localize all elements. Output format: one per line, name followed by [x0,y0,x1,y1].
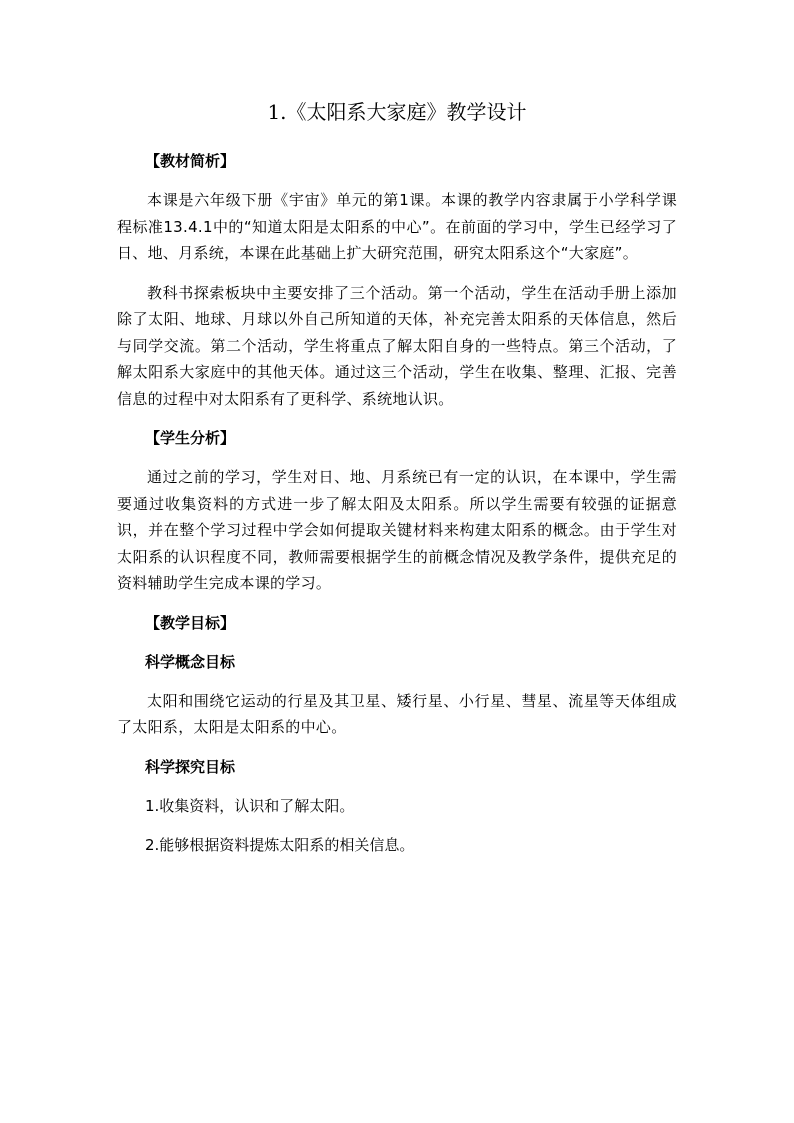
subheading-inquiry-goal: 科学探究目标 [145,757,236,776]
section-heading-textbook: 【教材简析】 [145,152,236,170]
list-item-inquiry-2: 2.能够根据资料提炼太阳系的相关信息。 [145,835,415,854]
document-body [117,148,677,871]
paragraph-concept-goal: 太阳和围绕它运动的行星及其卫星、矮行星、小行星、彗星、流星等天体组成了太阳系，太阳是太阳系的中心。 [117,691,677,736]
section-heading-goals: 【教学目标】 [145,613,236,632]
document-title: 1.《太阳系大家庭》教学设计 [267,100,527,124]
list-item-inquiry-1: 1.收集资料，认识和了解太阳。 [145,796,355,815]
paragraph-textbook-2: 教科书探索板块中主要安排了三个活动。第一个活动，学生在活动手册上添加除了太阳、地球、月球以外自己所知道的天体，补充完善太阳系的天体信息，然后与同学交流。第二个活动，学生将重点了解太阳自身的一些特点。第三个活动，了解太阳系大家庭中的其他天体。通过这三个活动，学生在收集、整理、汇报、完善信息的过程中对太阳系有了更科学、系统地认识。 [117,283,677,408]
subheading-concept-goal: 科学概念目标 [145,652,236,671]
paragraph-student-1: 通过之前的学习，学生对日、地、月系统已有一定的认识，在本课中，学生需要通过收集资料的方式进一步了解太阳及太阳系。所以学生需要有较强的证据意识，并在整个学习过程中学会如何提取关键材料来构建太阳系的概念。由于学生对太阳系的认识程度不同，教师需要根据学生的前概念情况及教学条件，提供充足的资料辅助学生完成本课的学习。 [117,468,677,592]
paragraph-textbook-1: 本课是六年级下册《宇宙》单元的第1课。本课的教学内容隶属于小学科学课程标准13.4.1中的“知道太阳是太阳系的中心”。在前面的学习中，学生已经学习了日、地、月系统，本课在此基础上扩大研究范围，研究太阳系这个“大家庭”。 [117,191,677,262]
section-heading-student: 【学生分析】 [145,429,236,447]
